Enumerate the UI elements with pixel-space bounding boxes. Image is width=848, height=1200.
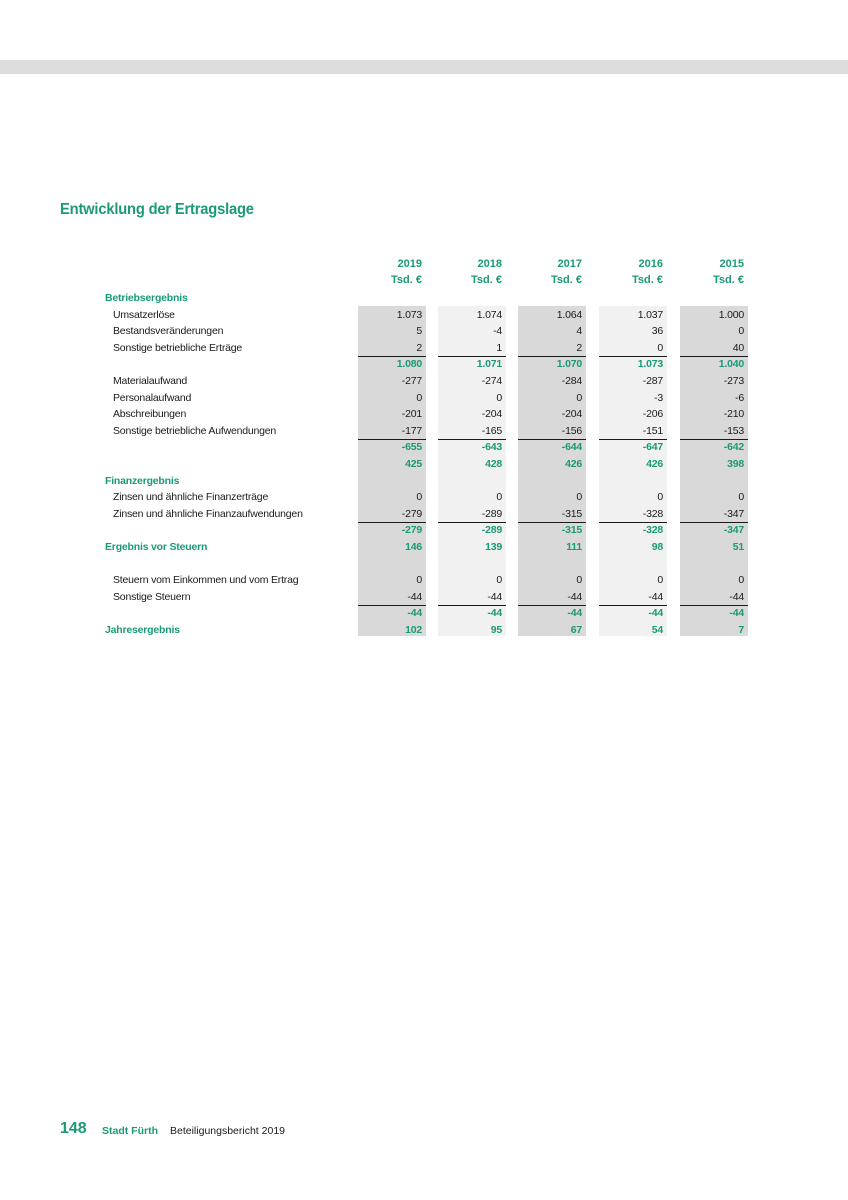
year-header: 2016	[638, 258, 663, 270]
cell-value: 111	[566, 541, 582, 553]
unit-header: Tsd. €	[551, 274, 582, 286]
cell-value: 1.070	[556, 358, 582, 371]
row-label: Finanzergebnis	[105, 474, 180, 487]
cell-value: 2	[576, 341, 582, 354]
cell-value: -4	[493, 325, 502, 338]
cell-value: -279	[401, 507, 422, 520]
cell-value: -315	[561, 524, 582, 537]
cell-value: 1.073	[396, 308, 422, 321]
cell-value: 1.071	[476, 358, 502, 371]
table-row	[0, 589, 848, 605]
cell-value: 139	[485, 541, 502, 553]
table-row	[0, 522, 848, 538]
row-label: Umsatzerlöse	[113, 308, 175, 321]
cell-value: -153	[723, 424, 744, 437]
cell-value: -44	[487, 590, 502, 603]
cell-value: 102	[405, 624, 422, 636]
cell-value: 0	[416, 574, 422, 587]
page-title: Entwicklung der Ertragslage	[60, 201, 254, 218]
page-number: 148	[60, 1120, 87, 1137]
row-label: Zinsen und ähnliche Finanzerträge	[113, 491, 269, 504]
cell-value: 0	[657, 341, 663, 354]
cell-value: 0	[576, 391, 582, 404]
cell-value: -643	[481, 441, 502, 454]
cell-value: -347	[723, 507, 744, 520]
year-header: 2018	[477, 258, 502, 270]
cell-value: 0	[496, 491, 502, 504]
cell-value: -44	[729, 607, 744, 620]
cell-value: 426	[565, 458, 582, 470]
cell-value: 0	[416, 491, 422, 504]
row-label: Materialaufwand	[113, 375, 188, 387]
cell-value: 40	[732, 341, 744, 354]
row-label: Jahresergebnis	[105, 624, 180, 636]
row-label: Abschreibungen	[113, 408, 187, 421]
footer-report: Beteiligungsbericht 2019	[170, 1125, 285, 1137]
table-row	[0, 473, 848, 489]
row-label: Zinsen und ähnliche Finanzaufwendungen	[113, 507, 303, 520]
cell-value: -655	[401, 441, 422, 454]
cell-value: 2	[416, 341, 422, 354]
cell-value: 51	[732, 541, 744, 553]
cell-value: 0	[657, 491, 663, 504]
cell-value: -284	[561, 375, 582, 387]
table-row	[0, 373, 848, 389]
table-row	[0, 572, 848, 588]
cell-value: -328	[642, 507, 663, 520]
table-row	[0, 622, 848, 638]
cell-value: 425	[405, 458, 422, 470]
cell-value: -277	[401, 375, 422, 387]
cell-value: -273	[723, 375, 744, 387]
cell-value: -204	[481, 408, 502, 421]
cell-value: -287	[642, 375, 663, 387]
cell-value: 1.037	[637, 308, 663, 321]
unit-header: Tsd. €	[713, 274, 744, 286]
cell-value: 146	[405, 541, 422, 553]
cell-value: -201	[401, 408, 422, 421]
table-row	[0, 506, 848, 522]
cell-value: 54	[651, 624, 663, 636]
cell-value: -44	[648, 607, 663, 620]
cell-value: -328	[642, 524, 663, 537]
cell-value: 1.074	[476, 308, 502, 321]
cell-value: -315	[561, 507, 582, 520]
cell-value: 67	[570, 624, 582, 636]
cell-value: -165	[481, 424, 502, 437]
cell-value: 426	[646, 458, 663, 470]
table-row	[0, 356, 848, 372]
cell-value: -156	[561, 424, 582, 437]
table-row	[0, 290, 848, 306]
row-label: Sonstige betriebliche Aufwendungen	[113, 424, 277, 437]
cell-value: -44	[648, 590, 663, 603]
row-label: Bestandsveränderungen	[113, 325, 224, 338]
row-label: Ergebnis vor Steuern	[105, 541, 208, 553]
year-header: 2017	[557, 258, 582, 270]
cell-value: 0	[576, 491, 582, 504]
cell-value: 1	[496, 341, 502, 354]
cell-value: -279	[401, 524, 422, 537]
cell-value: 1.040	[718, 358, 744, 371]
cell-value: -6	[735, 391, 744, 404]
top-bar	[0, 60, 848, 74]
cell-value: -289	[481, 524, 502, 537]
cell-value: -642	[723, 441, 744, 454]
row-label: Steuern vom Einkommen und vom Ertrag	[113, 574, 299, 587]
unit-header: Tsd. €	[391, 274, 422, 286]
cell-value: 0	[496, 574, 502, 587]
cell-value: 428	[485, 458, 502, 470]
footer-org: Stadt Fürth	[102, 1125, 158, 1137]
cell-value: 4	[576, 325, 582, 338]
cell-value: -647	[642, 441, 663, 454]
cell-value: 0	[738, 325, 744, 338]
cell-value: -44	[407, 590, 422, 603]
table-row	[0, 605, 848, 621]
table-row	[0, 439, 848, 455]
cell-value: 5	[416, 325, 422, 338]
cell-value: -44	[567, 590, 582, 603]
unit-header: Tsd. €	[471, 274, 502, 286]
cell-value: -204	[561, 408, 582, 421]
cell-value: 0	[416, 391, 422, 404]
cell-value: 1.000	[718, 308, 744, 321]
row-label: Sonstige Steuern	[113, 590, 191, 603]
table-row	[0, 556, 848, 572]
row-label: Sonstige betriebliche Erträge	[113, 341, 243, 354]
cell-value: 1.073	[637, 358, 663, 371]
cell-value: 0	[738, 491, 744, 504]
cell-value: 1.064	[556, 308, 582, 321]
table-row	[0, 539, 848, 555]
cell-value: -347	[723, 524, 744, 537]
cell-value: 0	[738, 574, 744, 587]
table-row	[0, 456, 848, 472]
cell-value: -3	[654, 391, 663, 404]
cell-value: -44	[729, 590, 744, 603]
cell-value: 0	[576, 574, 582, 587]
row-label: Personalaufwand	[113, 391, 192, 404]
cell-value: -44	[407, 607, 422, 620]
cell-value: 95	[490, 624, 502, 636]
unit-header: Tsd. €	[632, 274, 663, 286]
row-label: Betriebsergebnis	[105, 292, 188, 304]
table-row	[0, 340, 848, 356]
year-header: 2019	[397, 258, 422, 270]
table-row	[0, 489, 848, 505]
cell-value: 7	[738, 624, 744, 636]
cell-value: -644	[561, 441, 582, 454]
cell-value: -274	[481, 375, 502, 387]
cell-value: 36	[651, 325, 663, 338]
table-row	[0, 307, 848, 323]
cell-value: 0	[496, 391, 502, 404]
year-header: 2015	[719, 258, 744, 270]
table-row	[0, 406, 848, 422]
cell-value: -206	[642, 408, 663, 421]
table-row	[0, 390, 848, 406]
cell-value: -44	[567, 607, 582, 620]
table-row	[0, 323, 848, 339]
cell-value: -177	[401, 424, 422, 437]
cell-value: -44	[487, 607, 502, 620]
cell-value: 1.080	[396, 358, 422, 371]
cell-value: -151	[642, 424, 663, 437]
cell-value: -289	[481, 507, 502, 520]
cell-value: -210	[723, 408, 744, 421]
cell-value: 0	[657, 574, 663, 587]
cell-value: 398	[727, 458, 744, 470]
table-row	[0, 423, 848, 439]
cell-value: 98	[651, 541, 663, 553]
